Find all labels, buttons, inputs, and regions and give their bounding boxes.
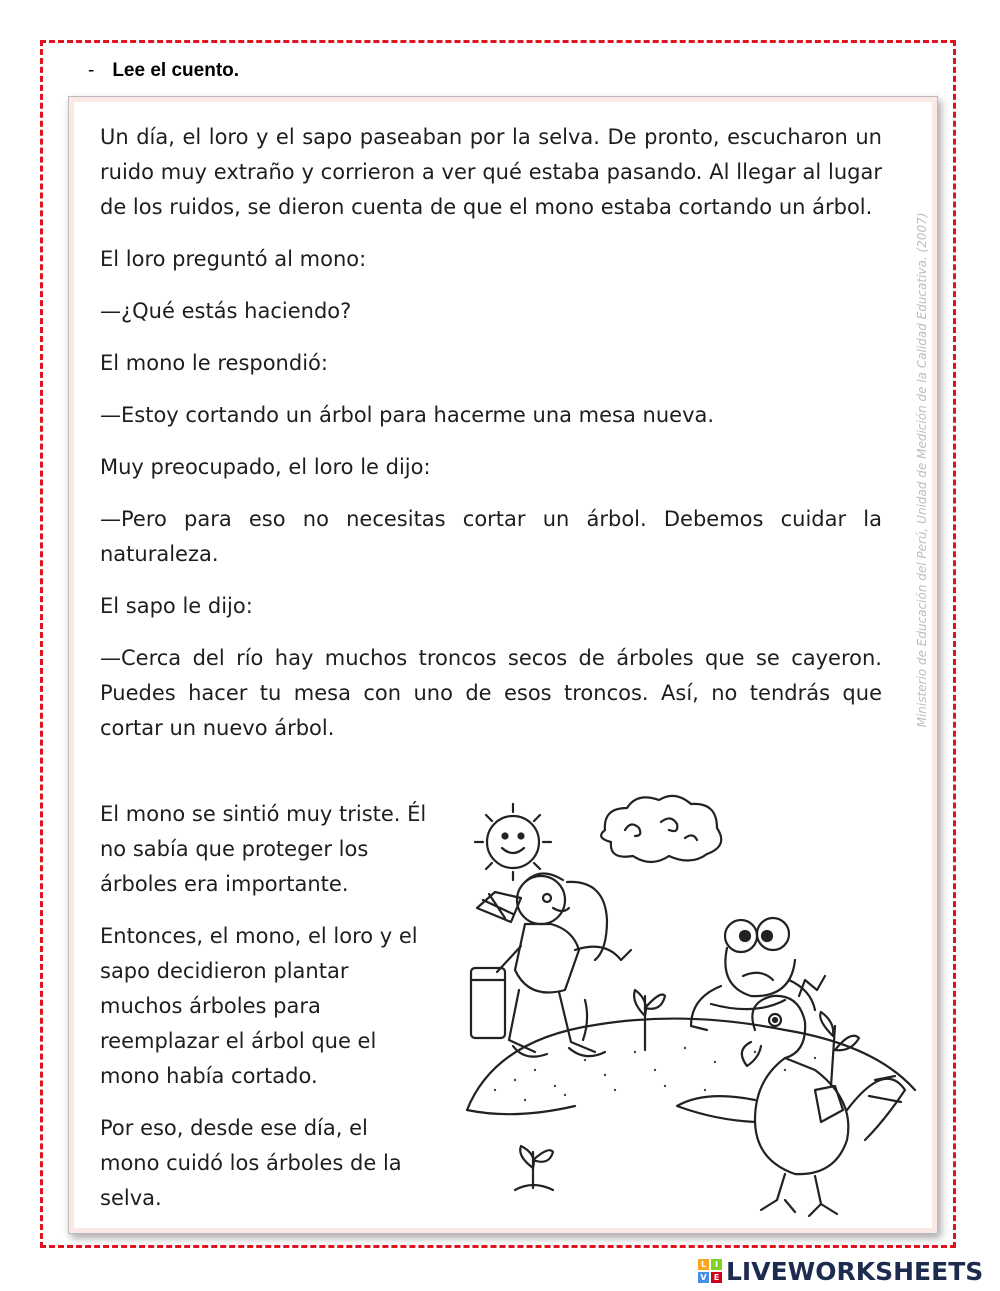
instruction-text: Lee el cuento. <box>112 60 240 81</box>
cloud-icon <box>601 796 721 862</box>
logo-tile: E <box>711 1272 722 1283</box>
parrot-figure <box>677 996 905 1216</box>
story-bottom-text <box>100 797 430 1233</box>
logo-tile: I <box>711 1259 722 1270</box>
story-paragraph: El sapo le dijo: <box>100 594 253 618</box>
story-paragraph: Muy preocupado, el loro le dijo: <box>100 455 431 479</box>
story-paragraph: —Cerca del río hay muchos troncos secos de árboles que se cayeron. Puedes hacer tu mesa con uno de esos troncos. Así, no tendrás que cortar un nuevo árbol. <box>100 646 882 740</box>
story-paragraph: Entonces, el mono, el loro y el sapo decidieron plantar muchos árboles para reemplazar el árbol que el mono había cortado. <box>100 924 418 1088</box>
story-text <box>100 120 882 763</box>
story-paragraph: —¿Qué estás haciendo? <box>100 299 352 323</box>
logo-tiles-icon <box>698 1259 722 1283</box>
instruction-bullet: - <box>88 60 95 81</box>
story-paragraph: El loro preguntó al mono: <box>100 247 367 271</box>
story-paragraph: El mono le respondió: <box>100 351 328 375</box>
story-illustration <box>455 790 925 1220</box>
frog-figure <box>691 918 825 1030</box>
monkey-figure <box>471 873 631 1056</box>
side-credit: Ministerio de Educación del Perú, Unidad de Medición de la Calidad Educativa. (2007) <box>915 212 929 728</box>
seedling-icon <box>515 1146 553 1190</box>
story-paragraph: —Estoy cortando un árbol para hacerme una mesa nueva. <box>100 403 715 427</box>
logo-brand-text: LIVEWORKSHEETS <box>726 1256 984 1286</box>
sun-icon <box>475 804 551 880</box>
story-paragraph: Por eso, desde ese día, el mono cuidó los árboles de la selva. <box>100 1116 402 1210</box>
story-paragraph: El mono se sintió muy triste. Él no sabía que proteger los árboles era importante. <box>100 802 427 896</box>
liveworksheets-logo[interactable] <box>698 1256 983 1286</box>
logo-tile: V <box>698 1272 709 1283</box>
logo-tile: L <box>698 1259 709 1270</box>
instruction <box>88 60 239 82</box>
story-paragraph: —Pero para eso no necesitas cortar un árbol. Debemos cuidar la naturaleza. <box>100 507 882 566</box>
story-paragraph: Un día, el loro y el sapo paseaban por la selva. De pronto, escucharon un ruido muy extraño y corrieron a ver qué estaba pasando. Al llegar al lugar de los ruidos, se dieron cuenta de que el mono estaba cortando un árbol. <box>100 125 882 219</box>
